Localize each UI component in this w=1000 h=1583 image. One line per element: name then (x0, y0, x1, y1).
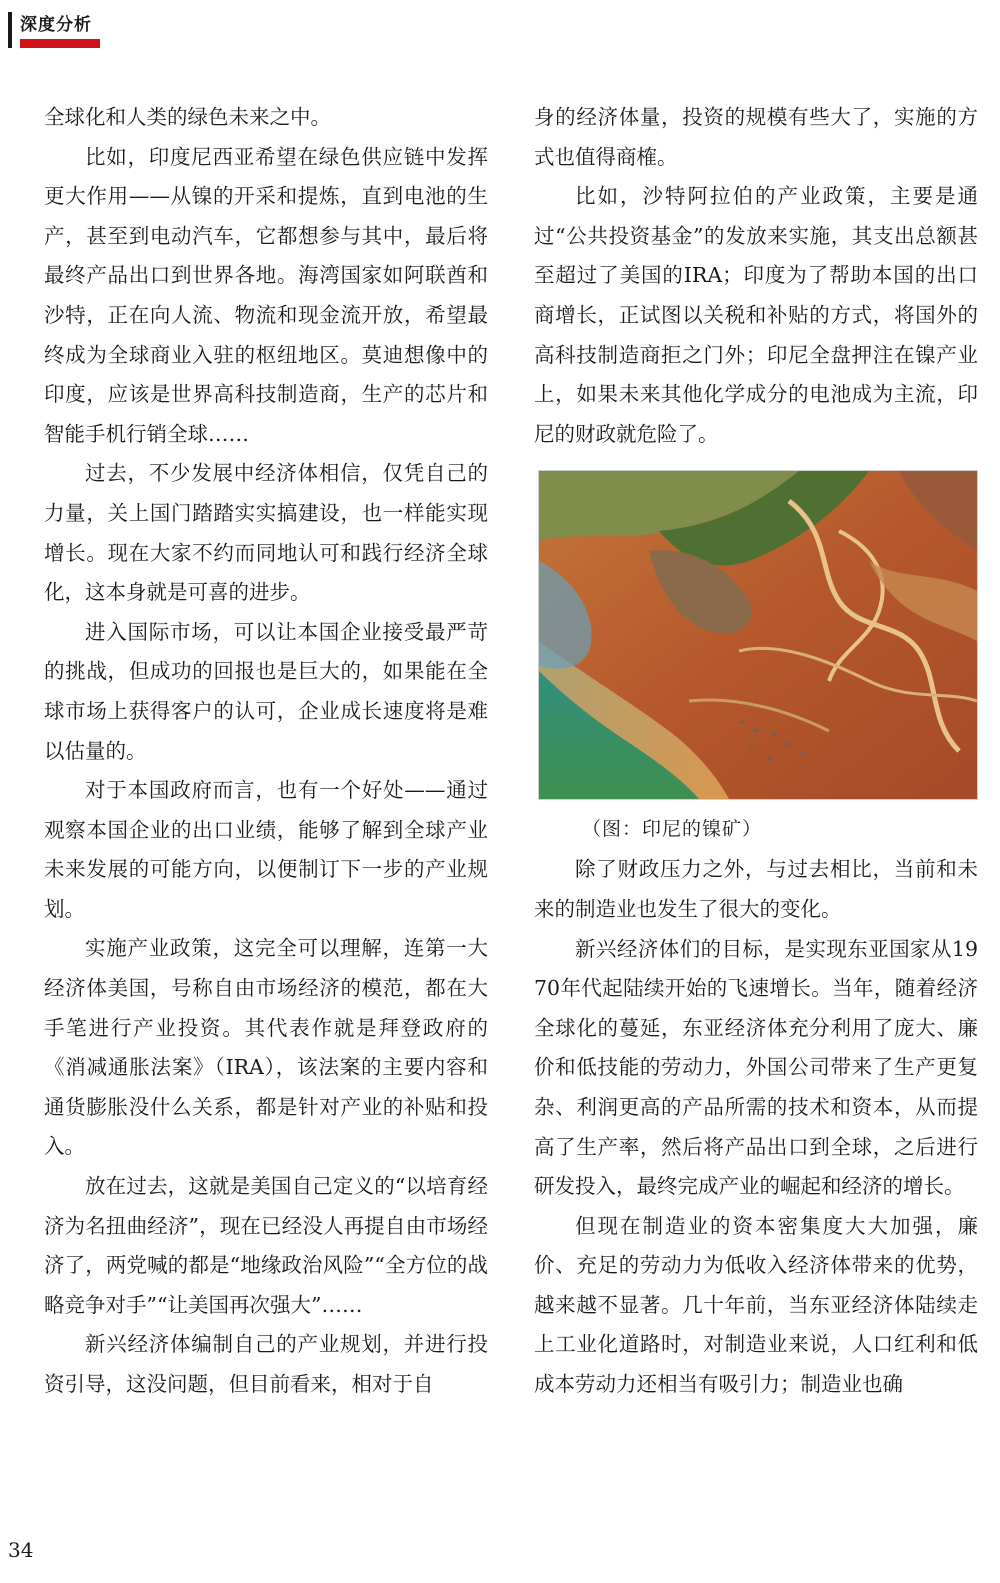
paragraph: 全球化和人类的绿色未来之中。 (44, 105, 331, 129)
paragraph: 除了财政压力之外，与过去相比，当前和未来的制造业也发生了很大的变化。 (534, 857, 978, 921)
paragraph: 比如，沙特阿拉伯的产业政策，主要是通过“公共投资基金”的发放来实施，其支出总额甚至超过了美国的IRA；印度为了帮助本国的出口商增长，正试图以关税和补贴的方式，将国外的高科技制造商拒之门外；印尼全盘押注在镍产业上，如果未来其他化学成分的电池成为主流，印尼的财政就危险了。 (534, 184, 978, 446)
right-column (534, 98, 978, 1405)
header-vertical-bar (8, 12, 12, 48)
nickel-mine-photo (538, 470, 978, 800)
paragraph: 实施产业政策，这完全可以理解，连第一大经济体美国，号称自由市场经济的模范，都在大手笔进行产业投资。其代表作就是拜登政府的《消减通胀法案》（IRA），该法案的主要内容和通货膨胀没什么关系，都是针对产业的补贴和投入。 (44, 936, 488, 1159)
paragraph: 比如，印度尼西亚希望在绿色供应链中发挥更大作用——从镍的开采和提炼，直到电池的生产，甚至到电动汽车，它都想参与其中，最后将最终产品出口到世界各地。海湾国家如阿联酋和沙特，正在向人流、物流和现金流开放，希望最终成为全球商业入驻的枢纽地区。莫迪想像中的印度，应该是世界高科技制造商，生产的芯片和智能手机行销全球…… (44, 144, 488, 446)
page-number: 34 (8, 1538, 34, 1562)
paragraph: 新兴经济体们的目标，是实现东亚国家从1970年代起陆续开始的飞速增长。当年，随着经济全球化的蔓延，东亚经济体充分利用了庞大、廉价和低技能的劳动力，外国公司带来了生产更复杂、利润更高的产品所需的技术和资本，从而提高了生产率，然后将产品出口到全球，之后进行研发投入，最终完成产业的崛起和经济的增长。 (534, 936, 978, 1199)
header-red-underline (20, 39, 100, 48)
left-column (44, 98, 488, 1405)
paragraph: 放在过去，这就是美国自己定义的“以培育经济为名扭曲经济”，现在已经没人再提自由市场经济了，两党喊的都是“地缘政治风险”“全方位的战略竞争对手”“让美国再次强大”…… (44, 1174, 488, 1317)
photo-caption: （图：印尼的镍矿） (582, 818, 763, 841)
paragraph: 进入国际市场，可以让本国企业接受最严苛的挑战，但成功的回报也是巨大的，如果能在全球市场上获得客户的认可，企业成长速度将是难以估量的。 (44, 619, 488, 763)
section-header (8, 8, 108, 48)
paragraph: 过去，不少发展中经济体相信，仅凭自己的力量，关上国门踏踏实实搞建设，也一样能实现增长。现在大家不约而同地认可和践行经济全球化，这本身就是可喜的进步。 (44, 461, 488, 605)
paragraph: 新兴经济体编制自己的产业规划，并进行投资引导，这没问题，但目前看来，相对于自 (44, 1332, 488, 1396)
paragraph: 对于本国政府而言，也有一个好处——通过观察本国企业的出口业绩，能够了解到全球产业未来发展的可能方向，以便制订下一步的产业规划。 (44, 778, 488, 921)
paragraph: 身的经济体量，投资的规模有些大了，实施的方式也值得商榷。 (534, 105, 978, 169)
paragraph: 但现在制造业的资本密集度大大加强，廉价、充足的劳动力为低收入经济体带来的优势，越来越不显著。几十年前，当东亚经济体陆续走上工业化道路时，对制造业来说，人口红利和低成本劳动力还相当有吸引力；制造业也确 (534, 1213, 978, 1397)
section-title: 深度分析 (20, 15, 92, 35)
